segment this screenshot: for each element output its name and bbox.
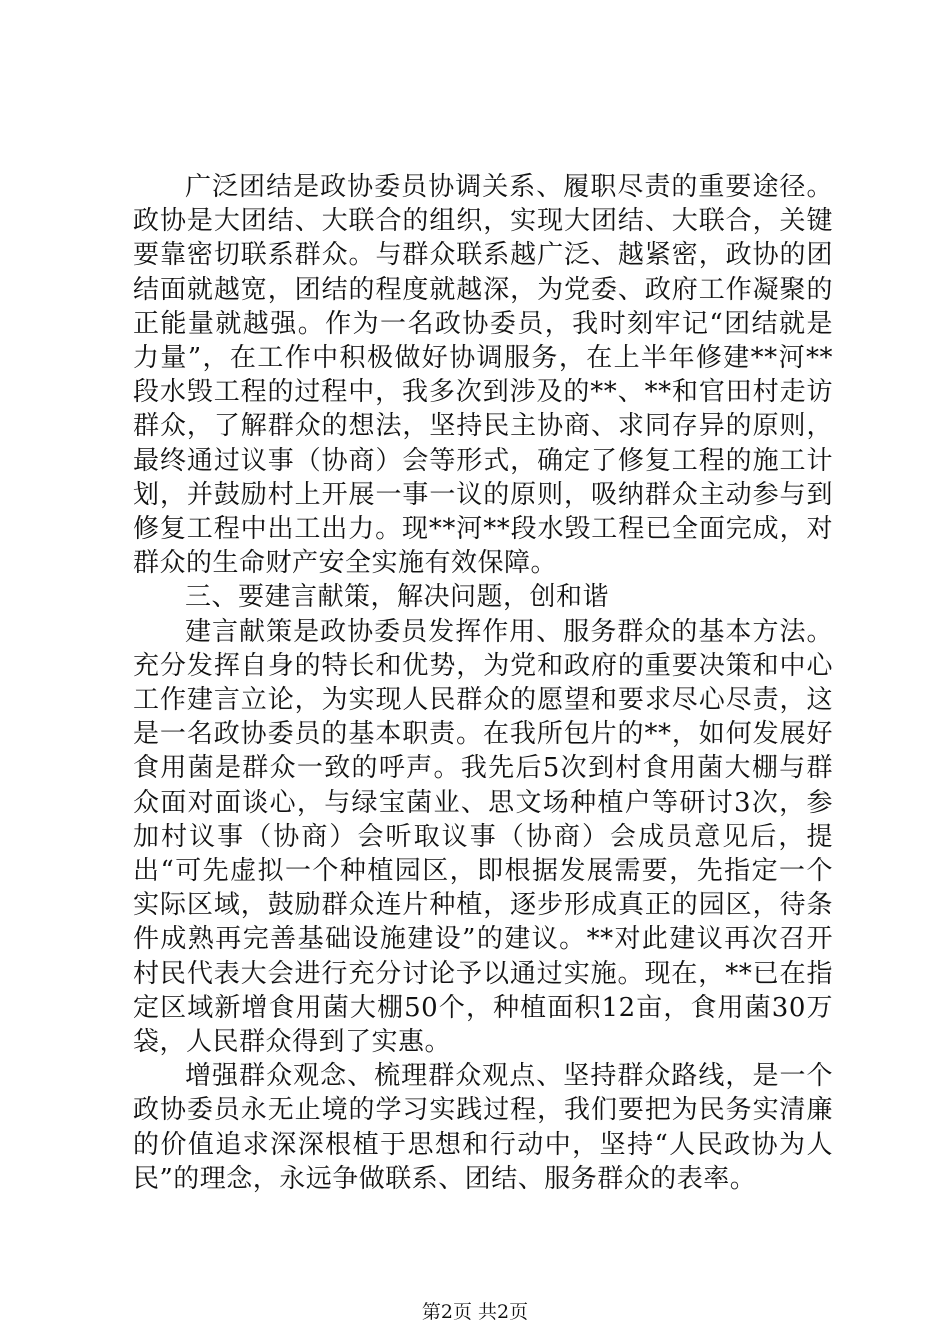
- section-heading: 三、要建言献策，解决问题，创和谐: [185, 582, 610, 613]
- paragraph-advice: 建言献策是政协委员发挥作用、服务群众的基本方法。充分发挥自身的特长和优势，为党和政府的重要决策和中心工作建言立论，为实现人民群众的愿望和要求尽心尽责，这是一名政协委员的基本职责。在我所包片的**，如何发展好食用菌是群众一致的呼声。我先后5次到村食用菌大棚与群众面对面谈心，与绿宝菌业、思文场种植户等研讨3次，参加村议事（协商）会听取议事（协商）会成员意见后，提出“可先虚拟一个种植园区，即根据发展需要，先指定一个实际区域，鼓励群众连片种植，逐步形成真正的园区，待条件成熟再完善基础设施建设”的建议。**对此建议再次召开村民代表大会进行充分讨论予以通过实施。现在，**已在指定区域新增食用菌大棚50个，种植面积12亩，食用菌30万袋，人民群众得到了实惠。: [133, 616, 833, 1058]
- document-body: [133, 170, 833, 1196]
- paragraph-conclusion: 增强群众观念、梳理群众观点、坚持群众路线，是一个政协委员永无止境的学习实践过程，我们要把为民务实清廉的价值追求深深根植于思想和行动中，坚持“人民政协为人民”的理念，永远争做联系、团结、服务群众的表率。: [133, 1061, 833, 1194]
- paragraph-unity: 广泛团结是政协委员协调关系、履职尽责的重要途径。政协是大团结、大联合的组织，实现大团结、大联合，关键要靠密切联系群众。与群众联系越广泛、越紧密，政协的团结面就越宽，团结的程度就越深，为党委、政府工作凝聚的正能量就越强。作为一名政协委员，我时刻牢记“团结就是力量”，在工作中积极做好协调服务，在上半年修建**河**段水毁工程的过程中，我多次到涉及的**、**和官田村走访群众，了解群众的想法，坚持民主协商、求同存异的原则，最终通过议事（协商）会等形式，确定了修复工程的施工计划，并鼓励村上开展一事一议的原则，吸纳群众主动参与到修复工程中出工出力。现**河**段水毁工程已全面完成，对群众的生命财产安全实施有效保障。: [133, 172, 833, 579]
- page-number: 第2页 共2页: [421, 1301, 529, 1323]
